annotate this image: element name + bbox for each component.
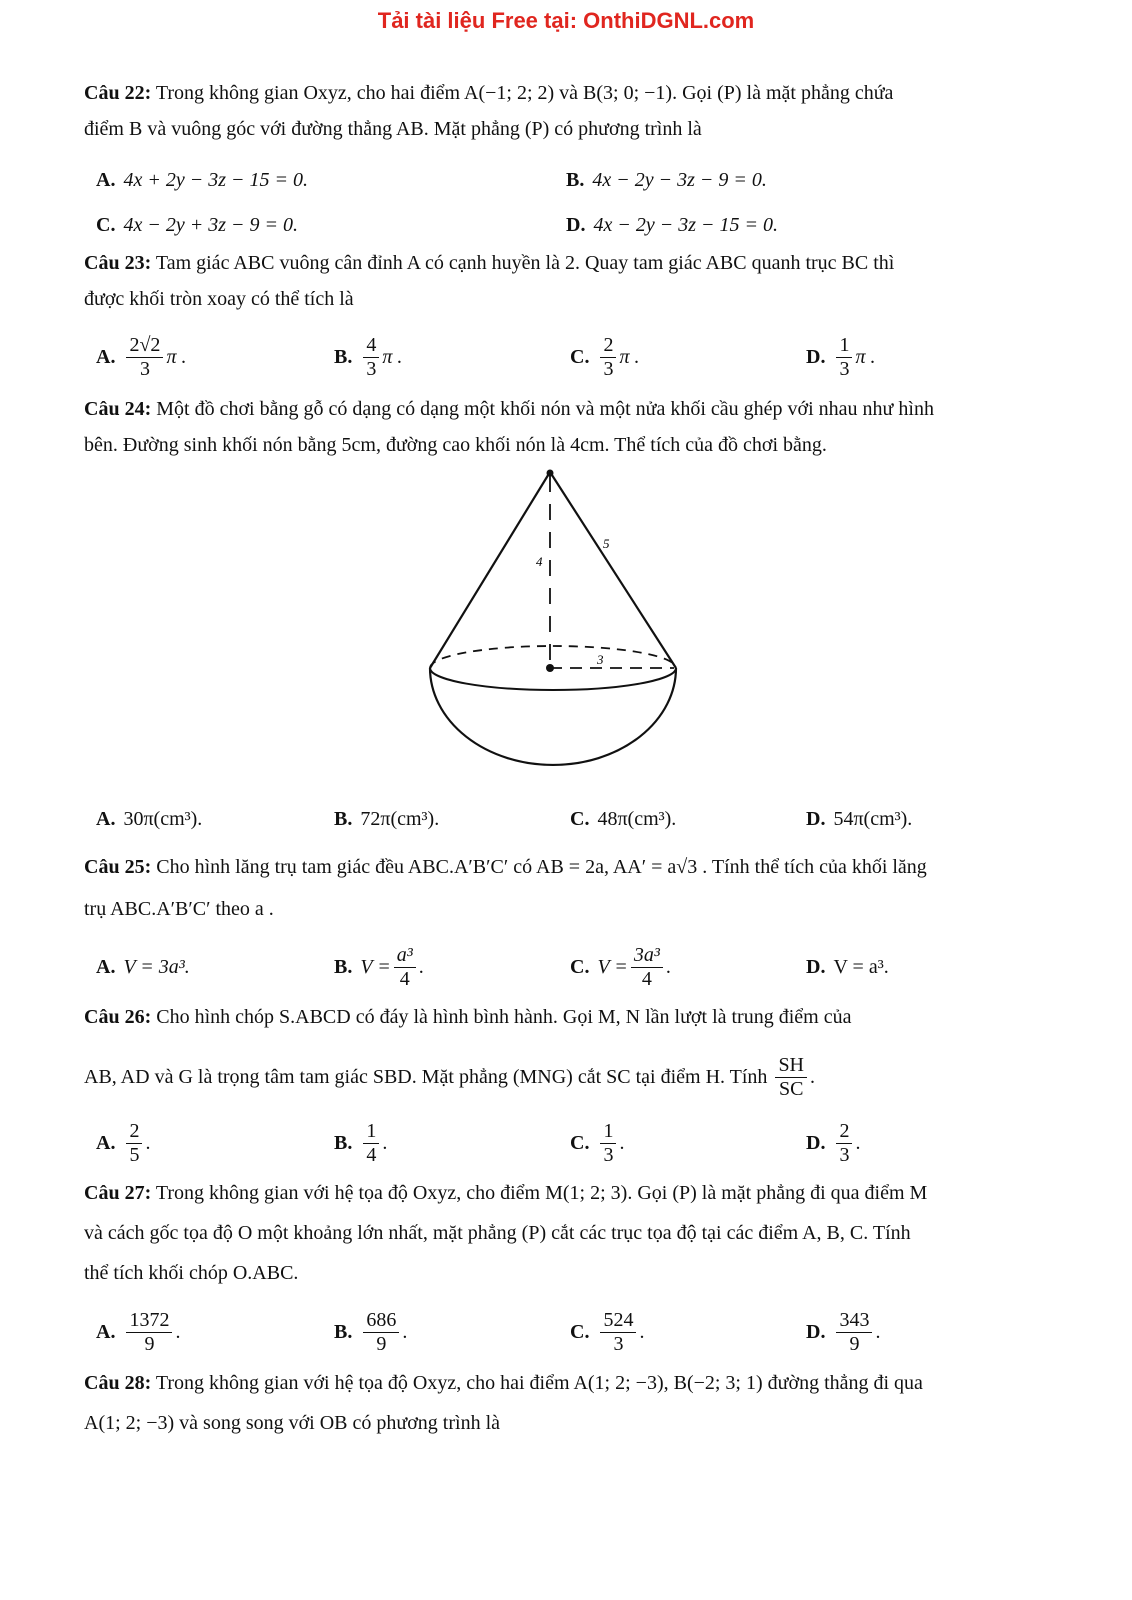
question-27	[84, 1178, 1052, 1368]
q25-label: Câu 25:	[84, 856, 152, 878]
q24-label: Câu 24:	[84, 398, 152, 420]
q22-text-2: điểm B và vuông góc với đường thẳng AB. Mặt phẳng (P) có phương trình là	[84, 118, 702, 140]
height-label: 4	[536, 554, 543, 569]
q25-option-a[interactable]: A. V = 3a³.	[96, 955, 190, 978]
cone-side-left	[430, 472, 550, 668]
q26-option-d[interactable]: D. $\frac{2}{3}$ .	[806, 1119, 861, 1166]
q28-text-2: A(1; 2; −3) và song song với OB có phương trình là	[84, 1412, 501, 1434]
hemisphere-arc	[430, 668, 676, 765]
q23-option-c[interactable]: C. $\frac{2}{3}$ π .	[570, 333, 640, 380]
question-23	[84, 248, 1052, 394]
q25-text-1: Cho hình lăng trụ tam giác đều ABC.A′B′C′ có AB = 2a, AA′ = a√3 . Tính thể tích của khối lăng	[156, 856, 927, 878]
question-28	[84, 1368, 1052, 1446]
q24-option-b[interactable]: B. 72π(cm³).	[334, 807, 440, 830]
q27-text-1: Trong không gian với hệ tọa độ Oxyz, cho điểm M(1; 2; 3). Gọi (P) là mặt phẳng đi qua điểm M	[155, 1182, 928, 1204]
q27-option-c[interactable]: C. $\frac{524}{3}$ .	[570, 1308, 645, 1355]
q23-text-2: được khối tròn xoay có thể tích là	[84, 288, 354, 310]
radius-label: 3	[597, 652, 604, 667]
q26-option-b[interactable]: B. $\frac{1}{4}$ .	[334, 1119, 388, 1166]
q23-option-b[interactable]: B. $\frac{4}{3}$ π .	[334, 333, 403, 380]
question-sheet	[84, 78, 1052, 1446]
cone-side-right	[550, 472, 676, 668]
q27-option-b[interactable]: B. $\frac{686}{9}$ .	[334, 1308, 408, 1355]
site-banner[interactable]: Tải tài liệu Free tại: OnthiDGNL.com	[377, 8, 755, 33]
q25-option-b[interactable]: B. V = $\frac{\text{a³}}{4}$ .	[334, 943, 424, 990]
q27-text-2: và cách gốc tọa độ O một khoảng lớn nhất, mặt phẳng (P) cắt các trục tọa độ tại các điểm A, B, C. Tính	[84, 1222, 911, 1244]
q28-text-1: Trong không gian với hệ tọa độ Oxyz, cho hai điểm A(1; 2; −3), B(−2; 3; 1) đường thẳng đi qua	[155, 1372, 923, 1394]
q27-option-a[interactable]: A. $\frac{1372}{9}$ .	[96, 1308, 181, 1355]
q28-label: Câu 28:	[84, 1372, 152, 1394]
base-ellipse-front	[430, 668, 676, 690]
q24-option-a[interactable]: A. 30π(cm³).	[96, 807, 203, 830]
q26-text-1: Cho hình chóp S.ABCD có đáy là hình bình hành. Gọi M, N lần lượt là trung điểm của	[156, 1006, 852, 1028]
slant-label: 5	[603, 536, 610, 551]
q24-text-2: bên. Đường sinh khối nón bằng 5cm, đường cao khối nón là 4cm. Thể tích của đồ chơi bằng.	[84, 434, 827, 456]
q24-option-c[interactable]: C. 48π(cm³).	[570, 807, 677, 830]
question-22	[84, 78, 1052, 248]
q25-text-2: trụ ABC.A′B′C′ theo a .	[84, 898, 274, 920]
cone-hemisphere-diagram	[84, 466, 1052, 786]
q22-option-b[interactable]: B. 4x − 2y − 3z − 9 = 0.	[566, 168, 767, 191]
q25-option-d[interactable]: D. V = a³.	[806, 955, 889, 978]
cone-hemisphere-figure	[84, 466, 1052, 786]
q26-option-a[interactable]: A. $\frac{2}{5}$ .	[96, 1119, 151, 1166]
q25-option-c[interactable]: C. V = $\frac{\text{3a³}}{4}$ .	[570, 943, 671, 990]
q23-option-d[interactable]: D. $\frac{1}{3}$ π .	[806, 333, 876, 380]
question-26: Câu 26: Cho hình chóp S.ABCD có đáy là hình bình hành. Gọi M, N lần lượt là trung điểm của AB, AD và G là trọng tâm tam giác SBD. Mặt phẳng (MNG) cắt SC tại điểm H. Tính $\frac{SH}{SC}$ . A. $\frac{2}{5}$ . B. $\frac{1}{4}$ . C. $\frac{1}{3}$ . D. $\frac{2}{3}$ .	[84, 1006, 861, 1166]
base-center	[546, 664, 554, 672]
q27-text-3: thể tích khối chóp O.ABC.	[84, 1262, 299, 1284]
q22-option-d[interactable]: D. 4x − 2y − 3z − 15 = 0.	[566, 213, 778, 236]
q26-label: Câu 26:	[84, 1006, 152, 1028]
cone-apex	[547, 470, 554, 477]
q26-option-c[interactable]: C. $\frac{1}{3}$ .	[570, 1119, 625, 1166]
q22-option-a[interactable]: A. 4x + 2y − 3z − 15 = 0.	[96, 168, 308, 191]
question-25	[84, 852, 1052, 1002]
q27-label: Câu 27:	[84, 1182, 152, 1204]
question-24	[84, 394, 1052, 852]
q22-text-1: Trong không gian Oxyz, cho hai điểm A(−1; 2; 2) và B(3; 0; −1). Gọi (P) là mặt phẳng chứa	[155, 82, 894, 104]
q22-option-c[interactable]: C. 4x − 2y + 3z − 9 = 0.	[96, 213, 298, 236]
q23-text-1: Tam giác ABC vuông cân đỉnh A có cạnh huyền là 2. Quay tam giác ABC quanh trục BC thì	[155, 252, 895, 274]
base-ellipse-back	[430, 646, 676, 668]
q23-label: Câu 23:	[84, 252, 152, 274]
q26-text-2: AB, AD và G là trọng tâm tam giác SBD. Mặt phẳng (MNG) cắt SC tại điểm H. Tính	[84, 1065, 768, 1088]
q26-ratio: $\frac{SH}{SC}$	[775, 1054, 807, 1101]
q24-text-1: Một đồ chơi bằng gỗ có dạng có dạng một khối nón và một nửa khối cầu ghép với nhau như hình	[156, 398, 934, 420]
q22-label: Câu 22:	[84, 82, 152, 104]
q27-option-d[interactable]: D. $\frac{343}{9}$ .	[806, 1308, 881, 1355]
q24-option-d[interactable]: D. 54π(cm³).	[806, 807, 913, 830]
q23-option-a[interactable]: A. $\frac{2√2}{3}$ π .	[96, 333, 187, 380]
